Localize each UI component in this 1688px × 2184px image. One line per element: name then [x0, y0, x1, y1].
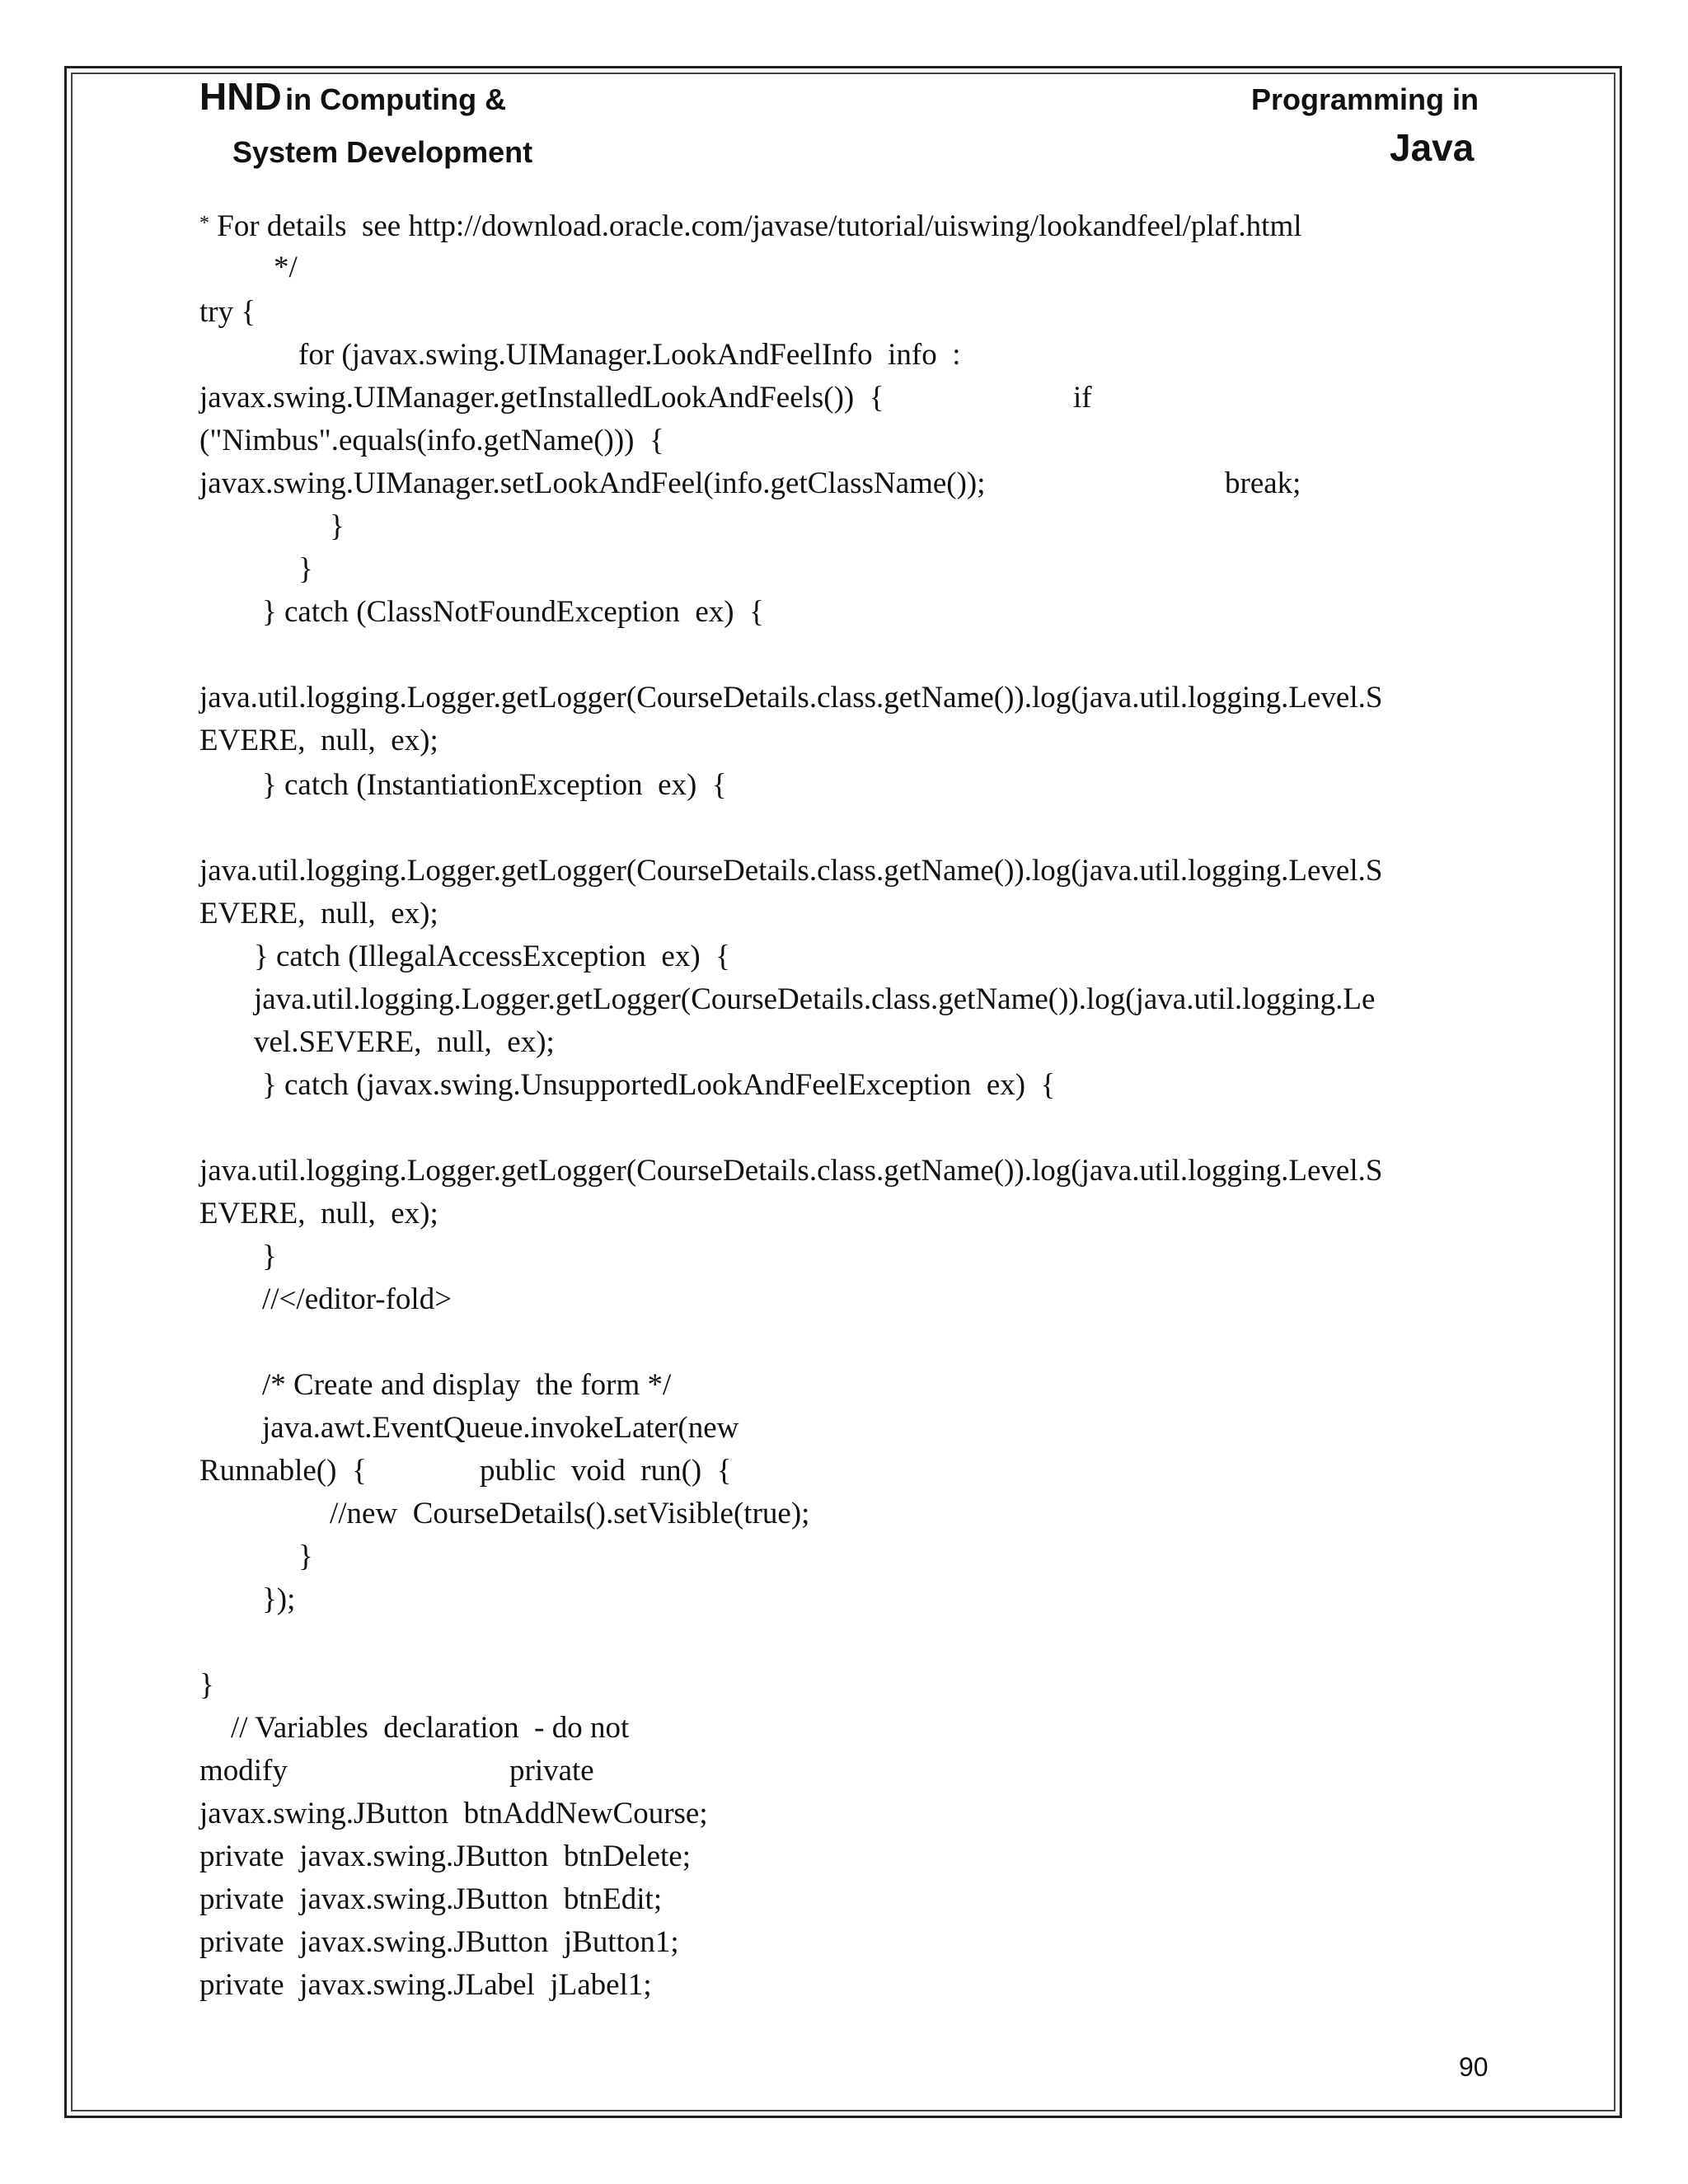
- code-line: });: [262, 1582, 296, 1616]
- code-line: //</editor-fold>: [262, 1282, 452, 1316]
- code-line: try {: [199, 295, 256, 329]
- code-line: vel.SEVERE, null, ex);: [254, 1025, 555, 1059]
- code-line: java.awt.EventQueue.invokeLater(new: [262, 1411, 739, 1445]
- footnote-star: *: [199, 213, 209, 234]
- code-line: //new CourseDetails().setVisible(true);: [330, 1497, 810, 1530]
- code-line: private javax.swing.JButton jButton1;: [199, 1925, 679, 1959]
- header-left-line1: [199, 74, 506, 119]
- code-line: } catch (IllegalAccessException ex) {: [254, 940, 730, 973]
- code-line: for (javax.swing.UIManager.LookAndFeelInfo info :: [298, 338, 961, 372]
- code-line: private javax.swing.JLabel jLabel1;: [199, 1968, 652, 2002]
- code-line: }: [199, 1668, 214, 1702]
- code-line: if: [1073, 381, 1092, 415]
- code-line: }: [330, 509, 345, 543]
- page-number: 90: [1459, 2052, 1489, 2082]
- code-line: Runnable() {: [199, 1454, 367, 1488]
- code-line: */: [274, 251, 298, 284]
- code-line: }: [262, 1240, 277, 1273]
- code-line: EVERE, null, ex);: [199, 897, 438, 930]
- header-system-development: System Development: [232, 135, 533, 169]
- code-line: java.util.logging.Logger.getLogger(CourseDetails.class.getName()).log(java.util.logging.Level.S: [199, 1154, 1383, 1188]
- header-hnd: HND: [199, 75, 282, 118]
- code-line: public void run() {: [480, 1454, 732, 1488]
- code-line: java.util.logging.Logger.getLogger(CourseDetails.class.getName()).log(java.util.logging.Le: [254, 982, 1376, 1016]
- code-line-text: For details see http://download.oracle.com/javase/tutorial/uiswing/lookandfeel/plaf.html: [217, 209, 1302, 243]
- code-line: java.util.logging.Logger.getLogger(CourseDetails.class.getName()).log(java.util.logging.Level.S: [199, 681, 1383, 715]
- code-line: private javax.swing.JButton btnEdit;: [199, 1882, 663, 1916]
- code-line: // Variables declaration - do not: [231, 1711, 630, 1745]
- code-line: } catch (InstantiationException ex) {: [262, 768, 727, 802]
- code-line: ("Nimbus".equals(info.getName())) {: [199, 424, 664, 457]
- header-java: Java: [1390, 126, 1475, 169]
- code-line: } catch (ClassNotFoundException ex) {: [262, 595, 764, 629]
- header-programming-in: Programming in: [1251, 82, 1479, 116]
- code-line: private: [509, 1754, 594, 1788]
- code-line: modify: [199, 1754, 288, 1788]
- code-line: javax.swing.UIManager.setLookAndFeel(info.getClassName());: [199, 466, 986, 500]
- code-line: java.util.logging.Logger.getLogger(CourseDetails.class.getName()).log(java.util.logging.Level.S: [199, 854, 1383, 888]
- code-line: break;: [1225, 466, 1301, 500]
- code-line: javax.swing.UIManager.getInstalledLookAndFeels()) {: [199, 381, 884, 415]
- code-line: private javax.swing.JButton btnDelete;: [199, 1840, 691, 1873]
- header-in-computing: in Computing &: [285, 82, 507, 116]
- code-line: }: [298, 1540, 313, 1573]
- code-line: EVERE, null, ex);: [199, 1197, 438, 1230]
- code-line: [199, 211, 1302, 241]
- code-line: EVERE, null, ex);: [199, 724, 438, 757]
- code-line: javax.swing.JButton btnAddNewCourse;: [199, 1797, 708, 1830]
- code-line: }: [298, 552, 313, 586]
- code-line: /* Create and display the form */: [262, 1368, 672, 1402]
- code-line: } catch (javax.swing.UnsupportedLookAndFeelException ex) {: [262, 1068, 1056, 1102]
